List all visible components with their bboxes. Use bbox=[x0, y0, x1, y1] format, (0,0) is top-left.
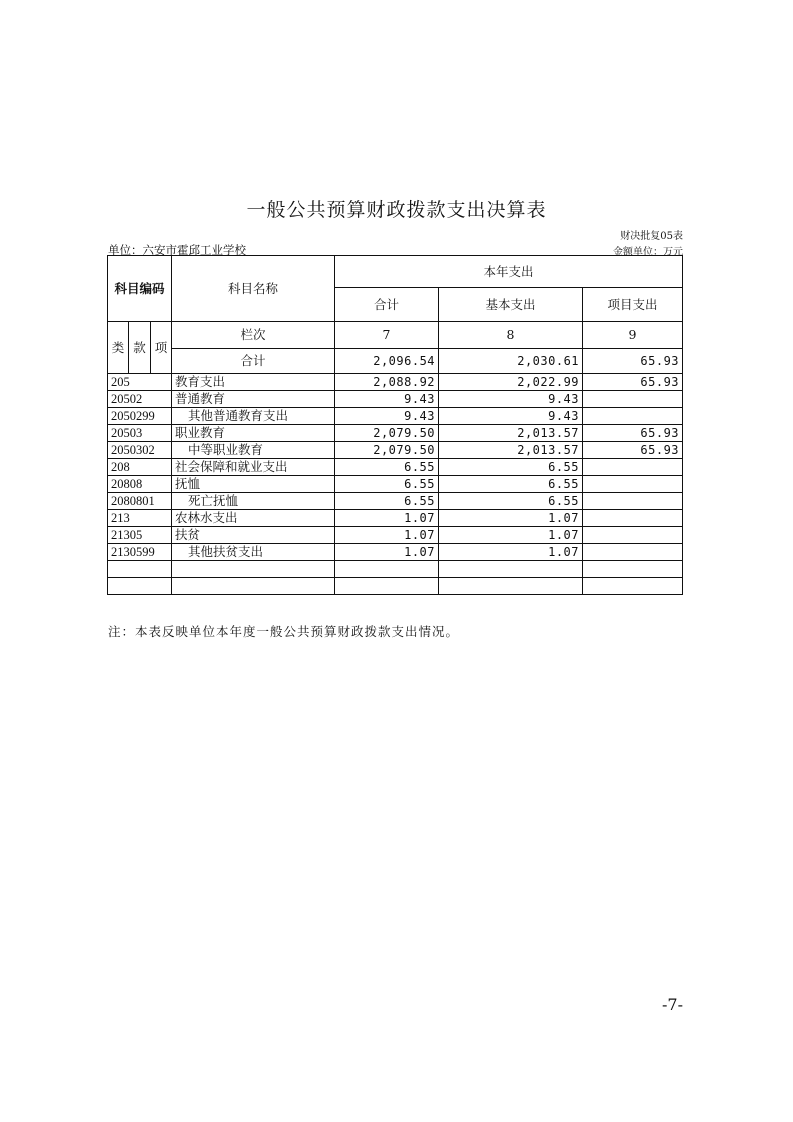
table-row bbox=[108, 425, 683, 442]
project-cell bbox=[583, 476, 683, 493]
subject-code-cell: 2080801 bbox=[108, 493, 172, 510]
subject-code-cell: 2050302 bbox=[108, 442, 172, 459]
subject-code-cell: 21305 bbox=[108, 527, 172, 544]
total-cell: 1.07 bbox=[335, 544, 439, 561]
sum-project: 65.93 bbox=[583, 349, 683, 374]
project-cell bbox=[583, 391, 683, 408]
basic-cell: 1.07 bbox=[439, 510, 583, 527]
subject-code-cell: 20808 bbox=[108, 476, 172, 493]
header-current-year: 本年支出 bbox=[335, 256, 683, 288]
column-label: 栏次 bbox=[172, 322, 335, 349]
column-9: 9 bbox=[583, 322, 683, 349]
basic-cell bbox=[439, 561, 583, 578]
subject-code-cell: 20502 bbox=[108, 391, 172, 408]
basic-cell: 6.55 bbox=[439, 493, 583, 510]
project-cell bbox=[583, 527, 683, 544]
subject-name-cell: 社会保障和就业支出 bbox=[172, 459, 335, 476]
subject-name-cell: 死亡抚恤 bbox=[172, 493, 335, 510]
sum-label: 合计 bbox=[172, 349, 335, 374]
unit-name: 单位：六安市霍邱工业学校 bbox=[108, 243, 246, 257]
project-cell bbox=[583, 493, 683, 510]
page-title: 一般公共预算财政拨款支出决算表 bbox=[246, 199, 547, 221]
basic-cell: 9.43 bbox=[439, 408, 583, 425]
total-cell: 2,079.50 bbox=[335, 425, 439, 442]
basic-cell: 2,013.57 bbox=[439, 425, 583, 442]
subject-name-cell: 扶贫 bbox=[172, 527, 335, 544]
project-cell: 65.93 bbox=[583, 442, 683, 459]
table-row bbox=[108, 442, 683, 459]
subject-code-cell bbox=[108, 578, 172, 595]
subject-name-cell: 普通教育 bbox=[172, 391, 335, 408]
basic-cell: 1.07 bbox=[439, 544, 583, 561]
header-lei: 类 bbox=[108, 322, 129, 374]
total-cell: 2,079.50 bbox=[335, 442, 439, 459]
basic-cell: 9.43 bbox=[439, 391, 583, 408]
subject-code-cell: 205 bbox=[108, 374, 172, 391]
page-number: -7- bbox=[662, 995, 683, 1014]
sum-basic: 2,030.61 bbox=[439, 349, 583, 374]
column-7: 7 bbox=[335, 322, 439, 349]
project-cell bbox=[583, 544, 683, 561]
subject-name-cell bbox=[172, 561, 335, 578]
subject-code-cell: 213 bbox=[108, 510, 172, 527]
subject-code-cell: 2050299 bbox=[108, 408, 172, 425]
table-row bbox=[108, 527, 683, 544]
table-row bbox=[108, 459, 683, 476]
total-cell: 1.07 bbox=[335, 510, 439, 527]
column-8: 8 bbox=[439, 322, 583, 349]
subject-code-cell: 20503 bbox=[108, 425, 172, 442]
basic-cell: 6.55 bbox=[439, 476, 583, 493]
total-cell: 2,088.92 bbox=[335, 374, 439, 391]
subject-name-cell: 中等职业教育 bbox=[172, 442, 335, 459]
subject-name-cell: 抚恤 bbox=[172, 476, 335, 493]
table-row bbox=[108, 391, 683, 408]
subject-name-cell: 其他普通教育支出 bbox=[172, 408, 335, 425]
subject-name-cell: 其他扶贫支出 bbox=[172, 544, 335, 561]
table-row bbox=[108, 561, 683, 578]
table-row bbox=[108, 510, 683, 527]
header-total: 合计 bbox=[335, 288, 439, 322]
header-basic: 基本支出 bbox=[439, 288, 583, 322]
table-row bbox=[108, 476, 683, 493]
basic-cell: 1.07 bbox=[439, 527, 583, 544]
basic-cell: 2,013.57 bbox=[439, 442, 583, 459]
table-row bbox=[108, 493, 683, 510]
total-cell bbox=[335, 578, 439, 595]
total-cell: 6.55 bbox=[335, 459, 439, 476]
subject-code-cell bbox=[108, 561, 172, 578]
total-cell: 6.55 bbox=[335, 493, 439, 510]
total-cell: 1.07 bbox=[335, 527, 439, 544]
basic-cell: 2,022.99 bbox=[439, 374, 583, 391]
table-row bbox=[108, 578, 683, 595]
header-subject-code: 科目编码 bbox=[108, 256, 172, 322]
table-row bbox=[108, 374, 683, 391]
subject-name-cell: 职业教育 bbox=[172, 425, 335, 442]
project-cell bbox=[583, 561, 683, 578]
total-cell: 9.43 bbox=[335, 391, 439, 408]
sum-total: 2,096.54 bbox=[335, 349, 439, 374]
table-row bbox=[108, 544, 683, 561]
project-cell bbox=[583, 459, 683, 476]
subject-name-cell bbox=[172, 578, 335, 595]
project-cell bbox=[583, 578, 683, 595]
basic-cell bbox=[439, 578, 583, 595]
header-subject-name: 科目名称 bbox=[172, 256, 335, 322]
subject-code-cell: 2130599 bbox=[108, 544, 172, 561]
project-cell: 65.93 bbox=[583, 425, 683, 442]
basic-cell: 6.55 bbox=[439, 459, 583, 476]
header-kuan: 款 bbox=[129, 322, 151, 374]
budget-table bbox=[107, 255, 683, 595]
subject-name-cell: 农林水支出 bbox=[172, 510, 335, 527]
total-cell bbox=[335, 561, 439, 578]
total-cell: 9.43 bbox=[335, 408, 439, 425]
project-cell: 65.93 bbox=[583, 374, 683, 391]
form-number: 财决批复05表 bbox=[620, 231, 683, 242]
header-xiang: 项 bbox=[151, 322, 172, 374]
project-cell bbox=[583, 408, 683, 425]
amount-unit: 金额单位：万元 bbox=[613, 247, 683, 258]
total-cell: 6.55 bbox=[335, 476, 439, 493]
subject-name-cell: 教育支出 bbox=[172, 374, 335, 391]
header-project: 项目支出 bbox=[583, 288, 683, 322]
table-note: 注：本表反映单位本年度一般公共预算财政拨款支出情况。 bbox=[108, 624, 460, 639]
project-cell bbox=[583, 510, 683, 527]
table-row bbox=[108, 408, 683, 425]
subject-code-cell: 208 bbox=[108, 459, 172, 476]
